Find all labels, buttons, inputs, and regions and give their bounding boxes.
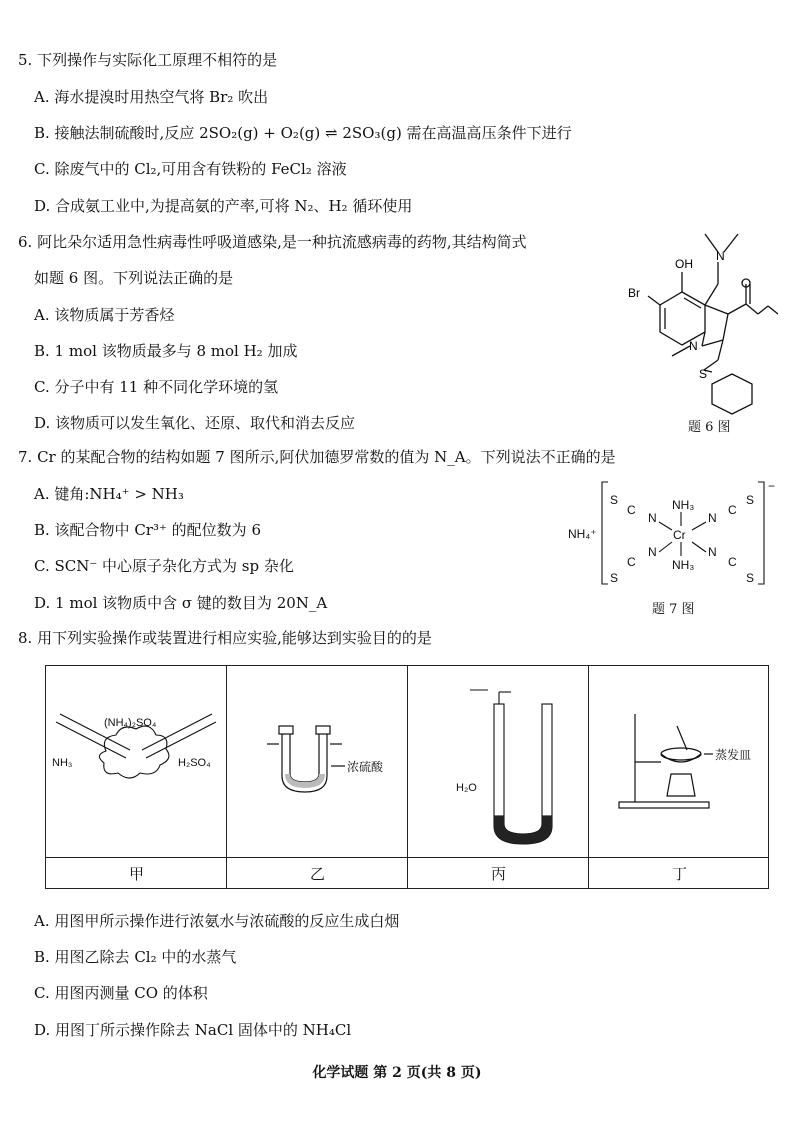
cell-label-ding: 丁 [671,865,687,883]
q7-option-c: C. SCN⁻ 中心原子杂化方式为 sp 杂化 [34,557,294,575]
q7-option-b: B. 该配合物中 Cr³⁺ 的配位数为 6 [34,521,261,539]
q8-option-d: D. 用图丁所示操作除去 NaCl 固体中的 NH₄Cl [34,1021,352,1039]
c-top-right: C [728,503,737,517]
n-bottom-left: N [648,545,657,559]
br-label: Br [628,286,640,300]
apparatus-yi [227,666,407,856]
apparatus-bing [408,666,588,856]
q5-option-a: A. 海水提溴时用热空气将 Br₂ 吹出 [34,88,269,106]
ammonium-sulfate-label: (NH₄)₂SO₄ [104,717,157,729]
q5-option-d: D. 合成氨工业中,为提高氨的产率,可将 N₂、H₂ 循环使用 [34,197,413,215]
fig7-caption: 题 7 图 [652,602,695,617]
nh3-label: NH₃ [52,757,73,769]
chromium-label: Cr [673,528,686,542]
c-top-left: C [627,503,636,517]
q6-option-a: A. 该物质属于芳香烃 [34,306,175,324]
s-top-left: S [610,493,619,507]
q8-stem: 8. 用下列实验操作或装置进行相应实验,能够达到实验目的的是 [18,629,432,647]
n-top-right: N [708,511,717,525]
c-bottom-left: C [627,555,636,569]
q8-option-b: B. 用图乙除去 Cl₂ 中的水蒸气 [34,948,237,966]
ring-nitrogen-label: N [689,339,698,353]
arbidol-structure-figure [620,222,780,417]
water-label: H₂O [456,782,477,794]
q7-option-d: D. 1 mol 该物质中含 σ 键的数目为 20N_A [34,594,328,612]
fig6-caption: 题 6 图 [688,420,731,435]
q6-option-b: B. 1 mol 该物质最多与 8 mol H₂ 加成 [34,342,298,360]
c-bottom-right: C [728,555,737,569]
cell-label-jia: 甲 [128,865,144,883]
complex-charge: − [768,479,776,493]
nh3-top-label: NH₃ [672,498,695,512]
amine-nitrogen-label: N [716,249,725,263]
cell-label-yi: 乙 [309,865,325,883]
n-top-left: N [648,511,657,525]
h2so4-label: H₂SO₄ [178,757,211,769]
sulfur-label: S [699,367,708,381]
s-top-right: S [746,493,755,507]
apparatus-ding [589,666,769,856]
s-bottom-right: S [746,571,755,585]
oh-label: OH [675,257,693,271]
q8-apparatus-table [45,665,769,889]
conc-sulfuric-acid-label: 浓硫酸 [347,760,384,774]
q6-stem-line2: 如题 6 图。下列说法正确的是 [34,269,234,287]
nh3-bottom-label: NH₃ [672,558,695,572]
q6-option-c: C. 分子中有 11 种不同化学环境的氢 [34,378,279,396]
q5-option-b: B. 接触法制硫酸时,反应 2SO₂(g) + O₂(g) ⇌ 2SO₃(g) 需在高温高压条件下进行 [34,124,572,142]
apparatus-jia [46,666,226,856]
q6-option-d: D. 该物质可以发生氧化、还原、取代和消去反应 [34,414,356,432]
n-bottom-right: N [708,545,717,559]
q6-stem-line1: 6. 阿比朵尔适用急性病毒性呼吸道感染,是一种抗流感病毒的药物,其结构简式 [18,233,527,251]
q5-option-c: C. 除废气中的 Cl₂,可用含有铁粉的 FeCl₂ 溶液 [34,160,347,178]
q7-stem: 7. Cr 的某配合物的结构如题 7 图所示,阿伏加德罗常数的值为 N_A。下列说法不正确的是 [18,448,616,466]
q8-option-c: C. 用图丙测量 CO 的体积 [34,984,208,1002]
q7-option-a: A. 键角:NH₄⁺ > NH₃ [34,485,184,503]
s-bottom-left: S [610,571,619,585]
ammonium-label: NH₄⁺ [568,527,597,541]
q8-option-a: A. 用图甲所示操作进行浓氨水与浓硫酸的反应生成白烟 [34,912,400,930]
evaporating-dish-label: 蒸发皿 [715,748,752,762]
cell-label-bing: 丙 [490,865,506,883]
cr-complex-figure [560,476,785,591]
q5-stem: 5. 下列操作与实际化工原理不相符的是 [18,51,278,69]
page-footer: 化学试题 第 2 页(共 8 页) [312,1065,482,1081]
